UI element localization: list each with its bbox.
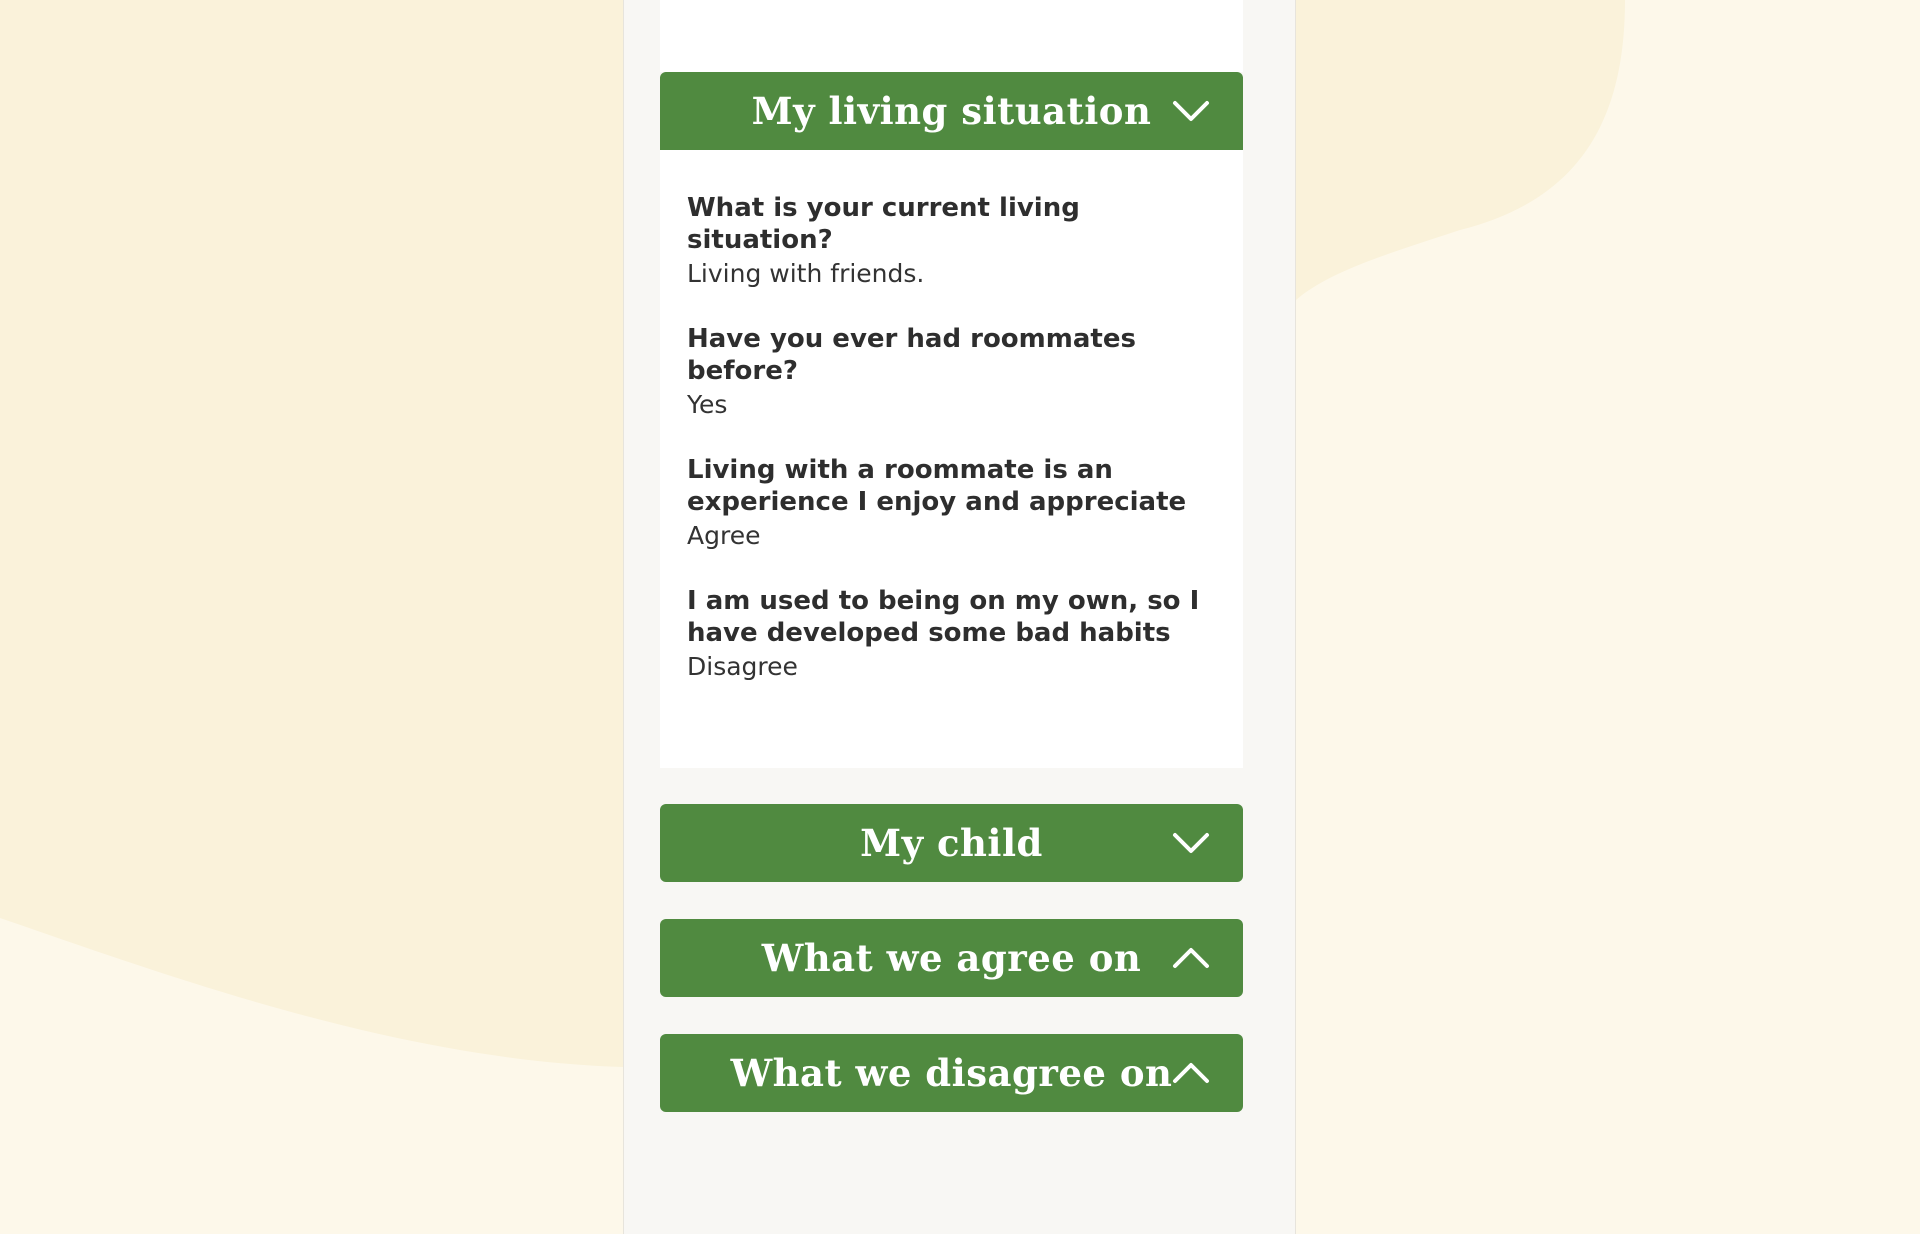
top-card — [660, 0, 1243, 72]
qa-item — [687, 192, 1216, 292]
chevron-up-icon — [1171, 944, 1211, 972]
section-title: What we disagree on — [730, 1051, 1173, 1095]
section-header-living-situation[interactable] — [660, 72, 1243, 150]
section-body-living-situation — [660, 150, 1243, 768]
chevron-down-icon — [1171, 97, 1211, 125]
section-header-my-child[interactable] — [660, 804, 1243, 882]
section-title: My child — [860, 821, 1043, 865]
answer-text: Agree — [687, 521, 761, 550]
question-text: Living with a roommate is an experience I enjoy and appreciate — [687, 455, 1187, 517]
chevron-up-icon — [1171, 1059, 1211, 1087]
answer-text: Disagree — [687, 652, 798, 681]
section-title: My living situation — [751, 89, 1152, 133]
section-header-disagree[interactable] — [660, 1034, 1243, 1112]
profile-panel — [623, 0, 1296, 1234]
qa-item — [687, 585, 1216, 685]
question-text: Have you ever had roommates before? — [687, 324, 1136, 386]
chevron-down-icon — [1171, 829, 1211, 857]
question-text: I am used to being on my own, so I have developed some bad habits — [687, 586, 1200, 648]
question-text: What is your current living situation? — [687, 193, 1080, 255]
section-header-agree[interactable] — [660, 919, 1243, 997]
answer-text: Yes — [687, 390, 728, 419]
section-title: What we agree on — [761, 936, 1142, 980]
answer-text: Living with friends. — [687, 259, 925, 288]
qa-list — [660, 150, 1243, 685]
qa-item — [687, 454, 1216, 554]
qa-item — [687, 323, 1216, 423]
